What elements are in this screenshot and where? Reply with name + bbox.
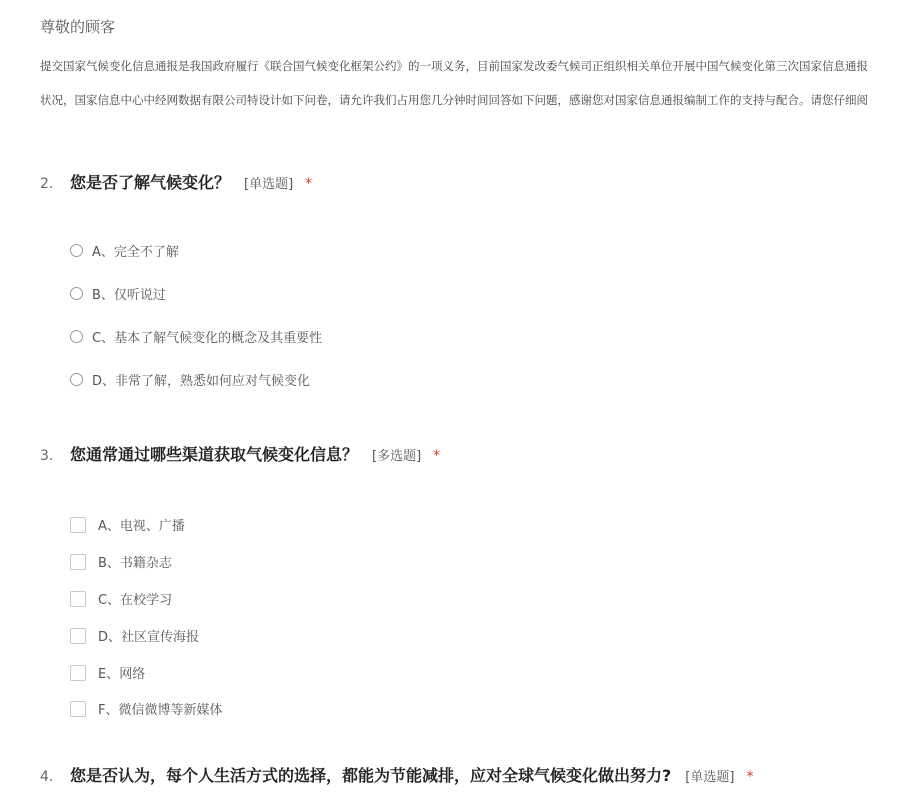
checkbox[interactable] <box>70 701 86 717</box>
question-number: 2. <box>40 176 54 192</box>
required-marker: * <box>305 176 313 192</box>
question-type-label: [单选题] <box>244 177 294 192</box>
question-type-label: [单选题] <box>685 770 735 785</box>
option-label: C、基本了解气候变化的概念及其重要性 <box>92 331 323 346</box>
radio-button[interactable] <box>70 330 83 343</box>
question-3-header <box>40 442 440 465</box>
option-label: D、社区宣传海报 <box>98 630 200 645</box>
option-label: A、电视、广播 <box>98 519 185 534</box>
option-label: B、仅听说过 <box>92 288 166 303</box>
radio-button[interactable] <box>70 373 83 386</box>
option-label: C、在校学习 <box>98 593 173 608</box>
checkbox[interactable] <box>70 628 86 644</box>
checkbox-option-d[interactable] <box>70 626 199 645</box>
required-marker: * <box>746 769 754 785</box>
option-label: D、非常了解，熟悉如何应对气候变化 <box>92 374 311 389</box>
radio-option-c[interactable] <box>70 327 322 346</box>
question-number: 4. <box>40 769 54 785</box>
question-4-header <box>40 763 753 786</box>
question-title: 您是否认为，每个人生活方式的选择，都能为节能减排，应对全球气候变化做出努力? <box>70 766 672 785</box>
greeting-heading: 尊敬的顾客 <box>40 18 116 36</box>
question-number: 3. <box>40 448 54 464</box>
question-title: 您通常通过哪些渠道获取气候变化信息？ <box>70 445 359 464</box>
intro-text-line-2: 状况，国家信息中心中经网数据有限公司特设计如下问卷，请允许我们占用您几分钟时间回答如下问题，感谢您对国家信息通报编制工作的支持与配合。请您仔细阅 <box>40 93 868 107</box>
option-label: F、微信微博等新媒体 <box>98 703 223 718</box>
checkbox[interactable] <box>70 665 86 681</box>
question-type-label: [多选题] <box>372 449 422 464</box>
checkbox[interactable] <box>70 591 86 607</box>
checkbox[interactable] <box>70 554 86 570</box>
checkbox-option-b[interactable] <box>70 552 172 571</box>
checkbox-option-a[interactable] <box>70 515 185 534</box>
option-label: A、完全不了解 <box>92 245 179 260</box>
checkbox[interactable] <box>70 517 86 533</box>
radio-option-a[interactable] <box>70 241 179 260</box>
checkbox-option-f[interactable] <box>70 699 222 718</box>
option-label: B、书籍杂志 <box>98 556 172 571</box>
radio-button[interactable] <box>70 287 83 300</box>
intro-text-line-1: 提交国家气候变化信息通报是我国政府履行《联合国气候变化框架公约》的一项义务，目前国家发改委气候司正组织相关单位开展中国气候变化第三次国家信息通报 <box>40 59 868 73</box>
checkbox-option-c[interactable] <box>70 589 172 608</box>
required-marker: * <box>433 448 441 464</box>
question-2-header <box>40 170 312 193</box>
checkbox-option-e[interactable] <box>70 663 145 682</box>
question-title: 您是否了解气候变化？ <box>70 173 231 192</box>
radio-button[interactable] <box>70 244 83 257</box>
option-label: E、网络 <box>98 667 146 682</box>
radio-option-d[interactable] <box>70 370 310 389</box>
radio-option-b[interactable] <box>70 284 166 303</box>
